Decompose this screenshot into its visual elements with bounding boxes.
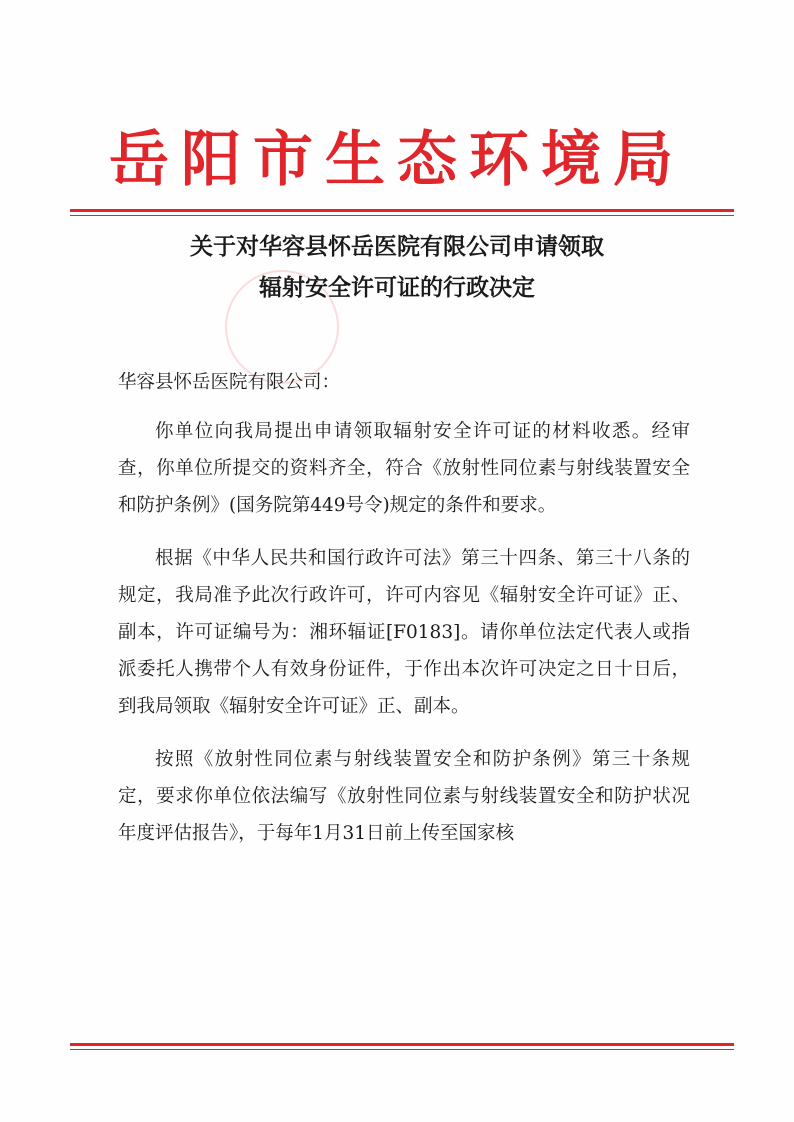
document-title-line2: 辐射安全许可证的行政决定 [259, 275, 535, 301]
agency-letterhead: 岳阳市生态环境局 [109, 125, 685, 195]
paragraph-license: 根据《中华人民共和国行政许可法》第三十四条、第三十八条的规定，我局准予此次行政许可，许可内容见《辐射安全许可证》正、副本，许可证编号为：湘环辐证[F0183]。请你单位法定代表人或指派委托人携带个人有效身份证件，于作出本次许可决定之日十日后，到我局领取《辐射安全许可证》正、副本。 [118, 548, 690, 717]
document-body [118, 364, 690, 868]
header-rule-thin [70, 215, 734, 216]
paragraph-review: 你单位向我局提出申请领取辐射安全许可证的材料收悉。经审查，你单位所提交的资料齐全，符合《放射性同位素与射线装置安全和防护条例》(国务院第449号令)规定的条件和要求。 [118, 421, 690, 516]
salutation: 华容县怀岳医院有限公司： [118, 372, 341, 393]
paragraph-annual-report: 按照《放射性同位素与射线装置安全和防护条例》第三十条规定，要求你单位依法编写《放射性同位素与射线装置安全和防护状况年度评估报告》，于每年1月31日前上传至国家核 [118, 749, 690, 844]
footer-rule-thin [70, 1049, 734, 1050]
document-title-line1: 关于对华容县怀岳医院有限公司申请领取 [190, 234, 604, 260]
header-rule-thick [70, 209, 734, 212]
footer-rule-thick [70, 1043, 734, 1046]
